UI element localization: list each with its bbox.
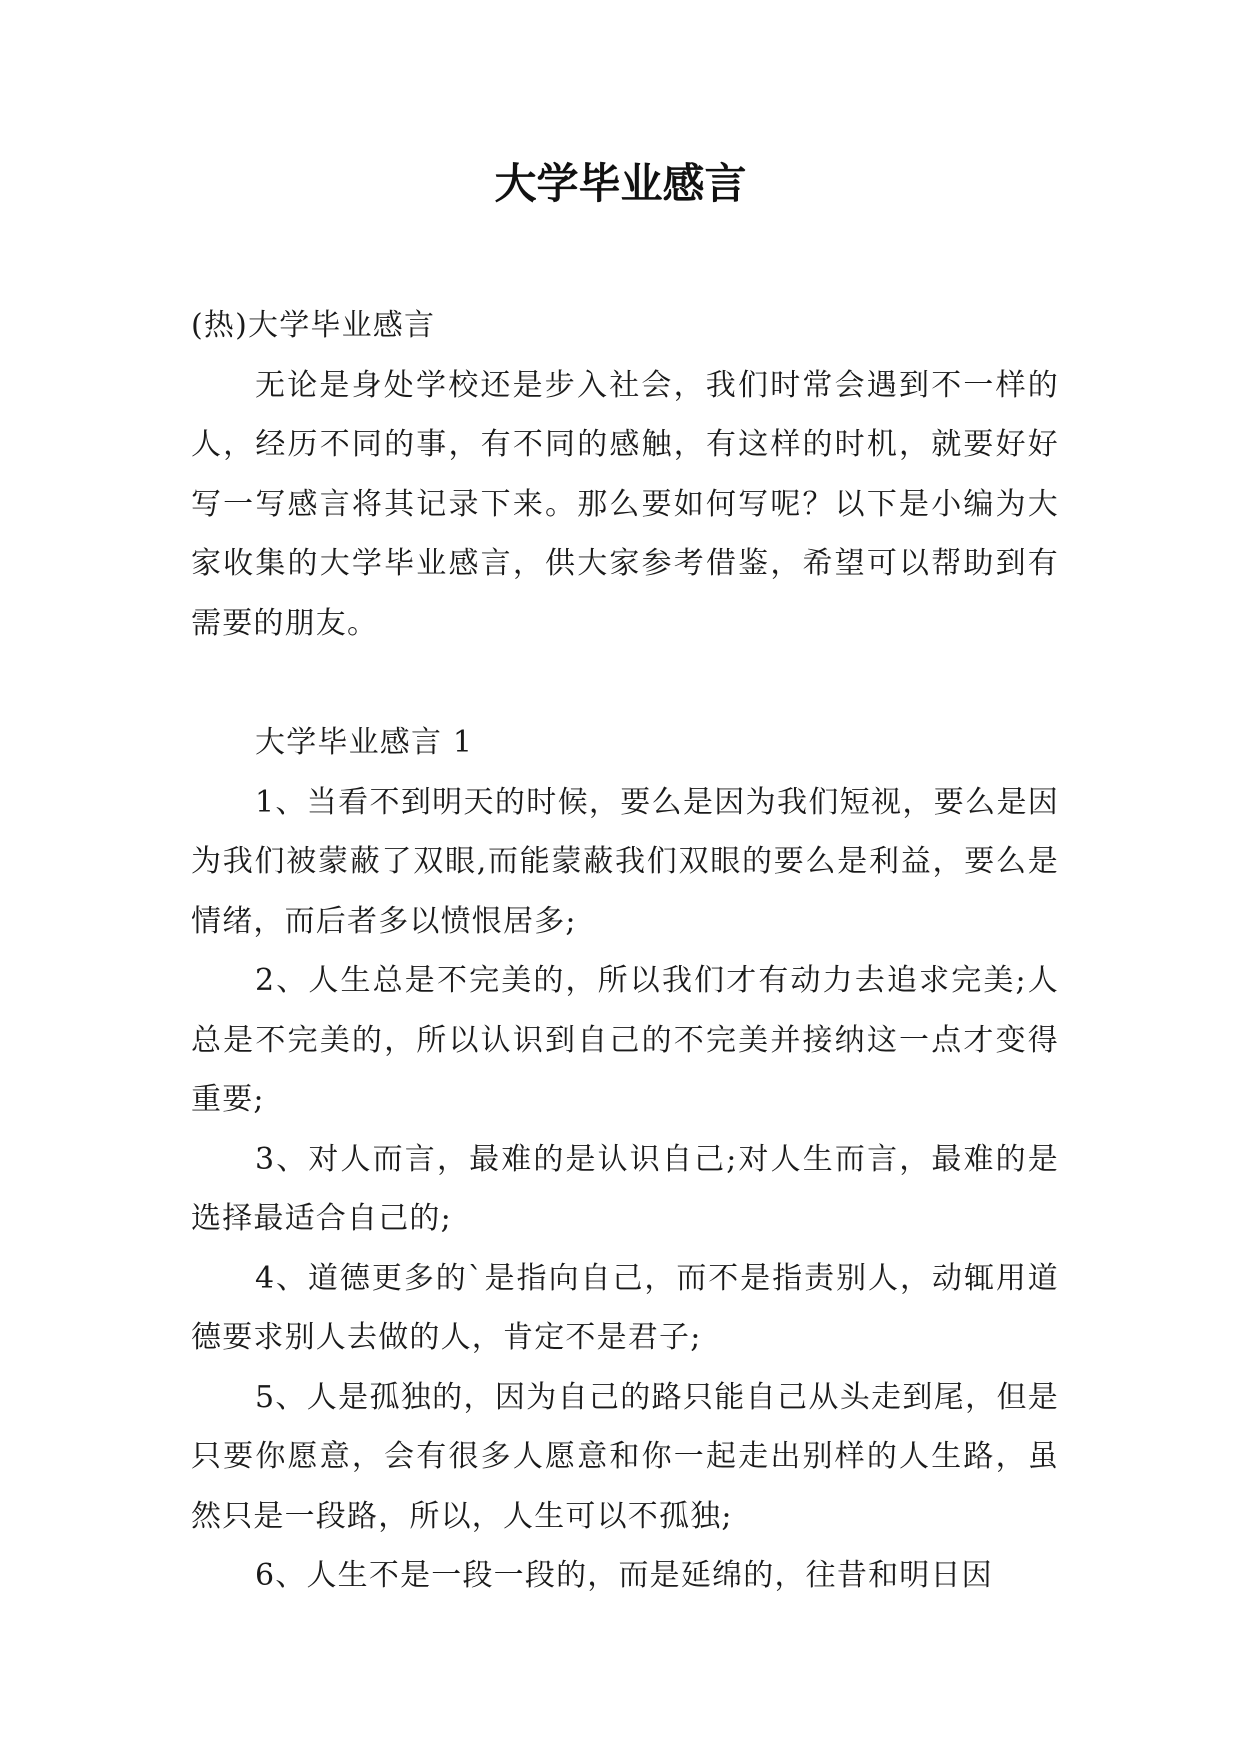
document-subtitle: (热)大学毕业感言	[191, 308, 436, 343]
section-heading: 大学毕业感言 1	[255, 725, 474, 760]
list-item-4: 4、道德更多的`是指向自己，而不是指责别人，动辄用道德要求别人去做的人，肯定不是君子;	[191, 1260, 1059, 1355]
list-item-5: 5、人是孤独的，因为自己的路只能自己从头走到尾，但是只要你愿意，会有很多人愿意和你一起走出别样的人生路，虽然只是一段路，所以，人生可以不孤独;	[191, 1379, 1059, 1534]
document-body	[191, 296, 1059, 1606]
intro-paragraph: 无论是身处学校还是步入社会，我们时常会遇到不一样的人，经历不同的事，有不同的感触，有这样的时机，就要好好写一写感言将其记录下来。那么要如何写呢？以下是小编为大家收集的大学毕业感言，供大家参考借鉴，希望可以帮助到有需要的朋友。	[191, 367, 1059, 641]
list-item-2: 2、人生总是不完美的，所以我们才有动力去追求完美;人总是不完美的，所以认识到自己的不完美并接纳这一点才变得重要;	[191, 963, 1059, 1117]
list-item-6: 6、人生不是一段一段的，而是延绵的，往昔和明日因	[255, 1558, 993, 1593]
paragraph-gap	[191, 653, 1059, 713]
document-title: 大学毕业感言	[494, 159, 747, 208]
list-item-1: 1、当看不到明天的时候，要么是因为我们短视，要么是因为我们被蒙蔽了双眼,而能蒙蔽我们双眼的要么是利益，要么是情绪，而后者多以愤恨居多;	[191, 784, 1059, 939]
list-item-3: 3、对人而言，最难的是认识自己;对人生而言，最难的是选择最适合自己的;	[191, 1141, 1059, 1236]
